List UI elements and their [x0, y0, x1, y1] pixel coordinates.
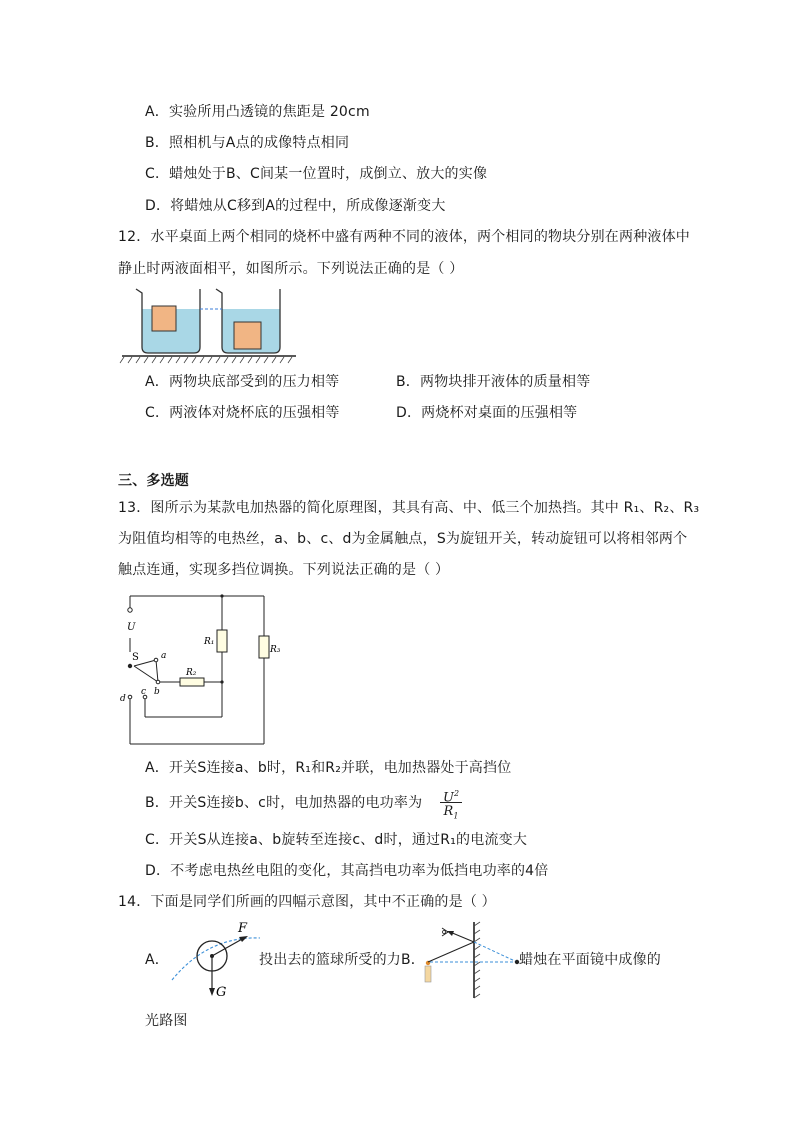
q14-option-b-text: 蜡烛在平面镜中成像的: [519, 952, 661, 968]
q11-option-b: B．照相机与A点的成像特点相同: [145, 135, 350, 151]
q13-stem-line1: 13．图所示为某款电加热器的简化原理图，其具有高、中、低三个加热挡。其中 R₁、R₂、R₃: [118, 500, 700, 516]
circuit-label-r3: R₃: [270, 645, 281, 655]
fraction-numerator: U: [442, 790, 454, 806]
q12-option-b: B．两物块排开液体的质量相等: [396, 374, 591, 390]
q13-stem-line2: 为阻值均相等的电热丝，a、b、c、d为金属触点，S为旋钮开关，转动旋钮可以将相邻两个: [118, 531, 688, 547]
circuit-label-c: c: [141, 687, 147, 697]
circuit-diagram: [118, 588, 281, 748]
force-f-label: F: [238, 921, 248, 936]
q11-option-d: D．将蜡烛从C移到A的过程中，所成像逐渐变大: [145, 198, 446, 214]
circuit-label-u: U: [127, 622, 136, 633]
q14-continuation: 光路图: [145, 1013, 188, 1029]
q11-option-c: C．蜡烛处于B、C间某一位置时，成倒立、放大的实像: [145, 166, 488, 182]
circuit-label-s: S: [132, 652, 139, 663]
q13-option-b: B．开关S连接b、c时，电加热器的电功率为: [145, 795, 423, 811]
q12-option-c: C．两液体对烧杯底的压强相等: [145, 405, 340, 421]
q14-option-a-text: 投出去的篮球所受的力B．: [259, 952, 426, 968]
q13-option-d: D．不考虑电热丝电阻的变化，其高挡电功率为低挡电功率的4倍: [145, 863, 549, 879]
circuit-label-d: d: [120, 694, 126, 704]
q13-stem-line3: 触点连通，实现多挡位调换。下列说法正确的是（ ）: [118, 562, 450, 578]
section-title: 三、多选题: [118, 473, 189, 489]
q13-option-a: A．开关S连接a、b时，R₁和R₂并联，电加热器处于高挡位: [145, 760, 512, 776]
q14-stem: 14．下面是同学们所画的四幅示意图，其中不正确的是（ ）: [118, 894, 496, 910]
q11-option-a: A．实验所用凸透镜的焦距是 20cm: [145, 104, 370, 120]
circuit-label-r2: R₂: [186, 668, 197, 678]
q12-option-a: A．两物块底部受到的压力相等: [145, 374, 340, 390]
q13-option-c: C．开关S从连接a、b旋转至连接c、d时，通过R₁的电流变大: [145, 832, 528, 848]
circuit-label-b: b: [154, 687, 160, 697]
mirror-optics-figure: [418, 918, 520, 1002]
q14-option-a-label: A．: [145, 952, 169, 968]
circuit-label-a: a: [161, 651, 167, 661]
fraction-denominator: R: [443, 804, 454, 819]
basketball-force-figure: [168, 918, 264, 1000]
circuit-label-r1: R₁: [204, 637, 215, 647]
force-g-label: G: [216, 985, 227, 1000]
q12-option-d: D．两烧杯对桌面的压强相等: [396, 405, 578, 421]
fraction-denominator-subscript: 1: [453, 811, 459, 821]
q12-stem-line1: 12．水平桌面上两个相同的烧杯中盛有两种不同的液体，两个相同的物块分别在两种液体中: [118, 229, 691, 245]
power-fraction: [440, 786, 462, 819]
fraction-numerator-exponent: 2: [453, 789, 460, 798]
beakers-figure: [118, 283, 298, 367]
q12-stem-line2: 静止时两液面相平，如图所示。下列说法正确的是（ ）: [118, 261, 464, 277]
